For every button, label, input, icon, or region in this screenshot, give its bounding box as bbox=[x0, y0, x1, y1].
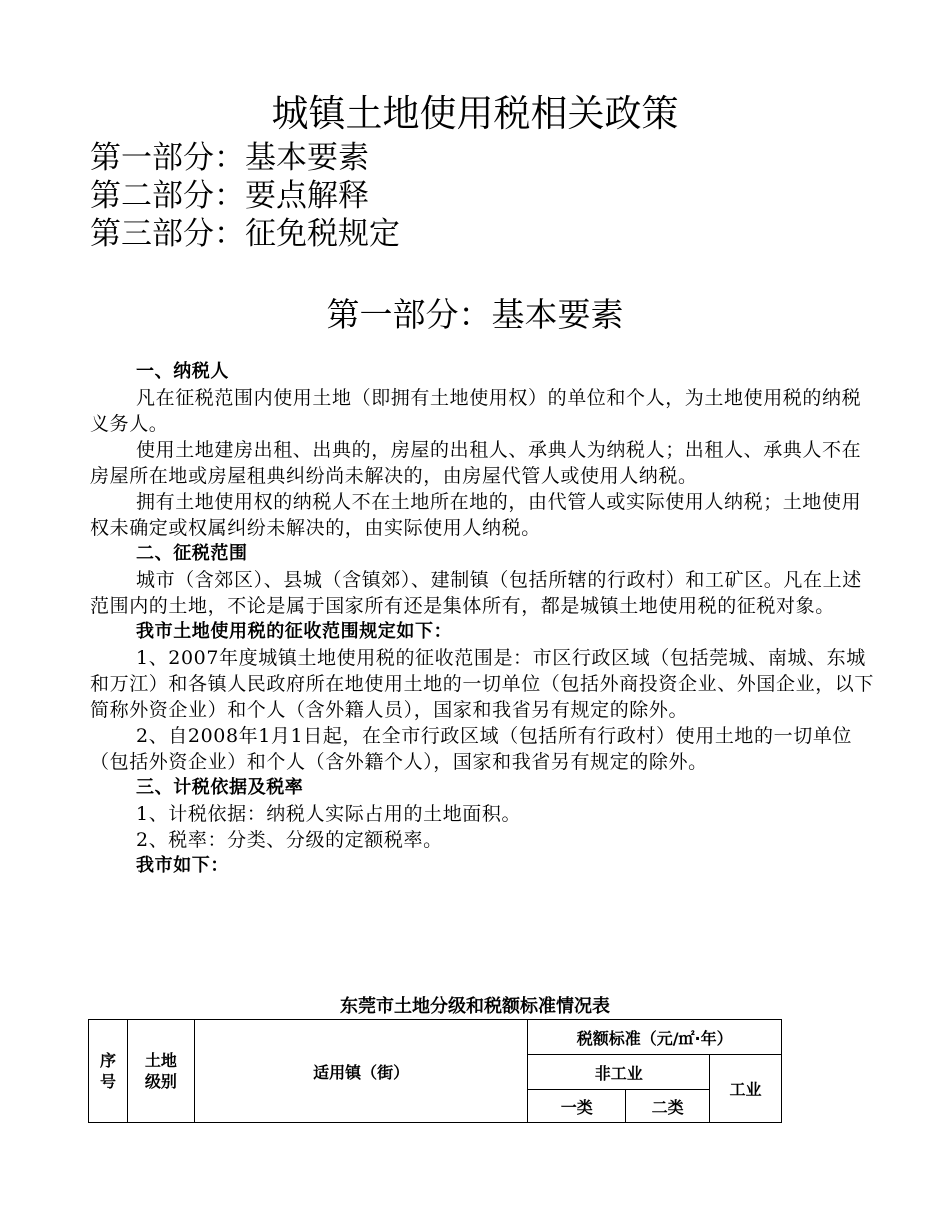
tax-rate-table bbox=[88, 1019, 782, 1123]
header-category-1: 一类 bbox=[528, 1090, 626, 1123]
header-grade: 土地级别 bbox=[127, 1020, 194, 1123]
toc-item-1: 第一部分：基本要素 bbox=[90, 140, 369, 176]
header-industrial: 工业 bbox=[710, 1055, 782, 1123]
header-category-2: 二类 bbox=[626, 1090, 710, 1123]
header-town: 适用镇（街） bbox=[194, 1020, 527, 1123]
heading-taxpayer: 一、纳税人 bbox=[136, 361, 229, 382]
body-text bbox=[90, 359, 880, 879]
paragraph: 2、税率：分类、分级的定额税率。 bbox=[136, 829, 443, 851]
paragraph: 凡在征税范围内使用土地（即拥有土地使用权）的单位和个人，为土地使用税的纳税义务人。 bbox=[90, 387, 862, 435]
toc-item-3: 第三部分：征免税规定 bbox=[90, 216, 400, 252]
heading-local-scope: 我市土地使用税的征收范围规定如下： bbox=[136, 621, 453, 642]
heading-scope: 二、征税范围 bbox=[136, 543, 248, 564]
section-title: 第一部分：基本要素 bbox=[326, 295, 624, 334]
paragraph: 2、自2008年1月1日起，在全市行政区域（包括所有行政村）使用土地的一切单位（包括外资企业）和个人（含外籍个人），国家和我省另有规定的除外。 bbox=[90, 725, 853, 773]
paragraph: 1、计税依据：纳税人实际占用的土地面积。 bbox=[136, 803, 522, 825]
paragraph: 城市（含郊区）、县城（含镇郊）、建制镇（包括所辖的行政村）和工矿区。凡在上述范围内的土地，不论是属于国家所有还是集体所有，都是城镇土地使用税的征税对象。 bbox=[90, 569, 862, 617]
paragraph: 1、2007年度城镇土地使用税的征收范围是：市区行政区域（包括莞城、南城、东城和万江）和各镇人民政府所在地使用土地的一切单位（包括外商投资企业、外国企业，以下简称外资企业）和个人（含外籍人员），国家和我省另有规定的除外。 bbox=[90, 647, 875, 721]
header-non-industrial: 非工业 bbox=[528, 1055, 710, 1090]
heading-basis-rate: 三、计税依据及税率 bbox=[136, 777, 304, 798]
table-title: 东莞市土地分级和税额标准情况表 bbox=[340, 996, 610, 1017]
paragraph: 使用土地建房出租、出典的，房屋的出租人、承典人为纳税人；出租人、承典人不在房屋所在地或房屋租典纠纷尚未解决的，由房屋代管人或使用人纳税。 bbox=[90, 439, 862, 487]
header-rate: 税额标准（元/㎡·年） bbox=[528, 1020, 782, 1055]
paragraph: 拥有土地使用权的纳税人不在土地所在地的，由代管人或实际使用人纳税；土地使用权未确定或权属纠纷未解决的，由实际使用人纳税。 bbox=[90, 491, 862, 539]
document-title: 城镇土地使用税相关政策 bbox=[271, 92, 679, 135]
toc-item-2: 第二部分：要点解释 bbox=[90, 178, 369, 214]
heading-local: 我市如下： bbox=[136, 855, 229, 876]
header-seq: 序号 bbox=[89, 1020, 128, 1123]
